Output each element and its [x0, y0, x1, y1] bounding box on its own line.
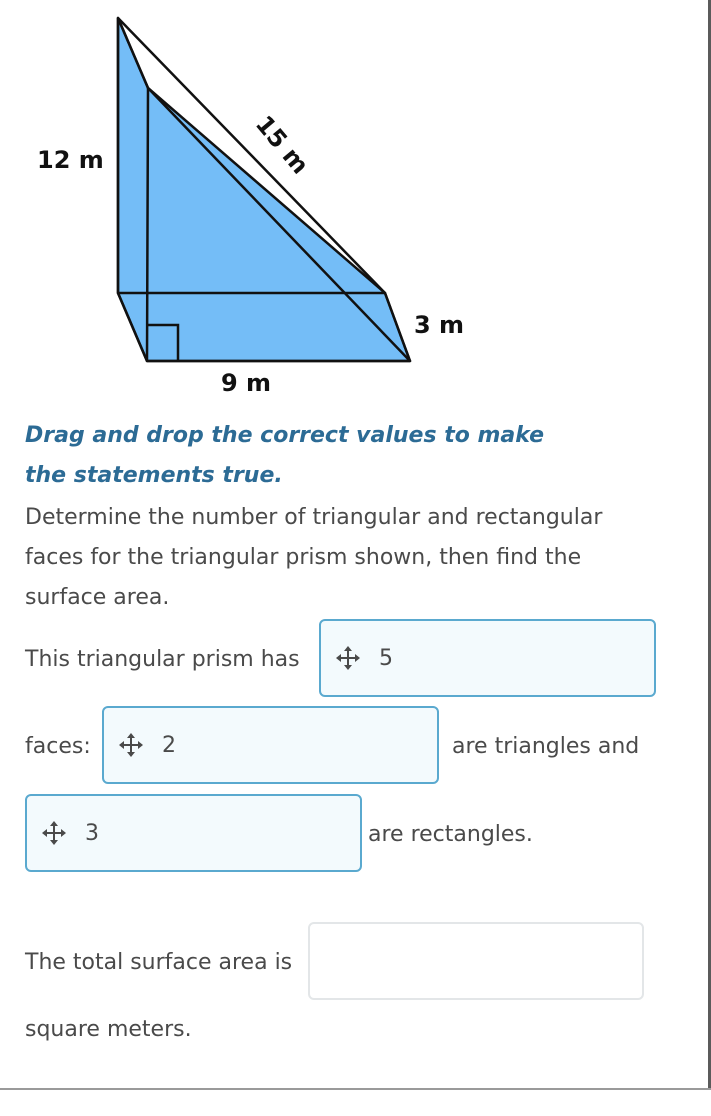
instruction-heading: Drag and drop the correct values to make the statements true.: [25, 423, 545, 488]
move-icon[interactable]: [41, 820, 67, 846]
drag-chip-triangles[interactable]: [118, 732, 176, 758]
move-icon[interactable]: [118, 732, 144, 758]
page-bottom-border: [0, 1088, 711, 1090]
sentence4-after-text: square meters.: [25, 1017, 192, 1042]
height-label: 12 m: [37, 146, 104, 174]
chip-value: 2: [162, 732, 176, 758]
triangular-prism-figure: [0, 0, 711, 410]
sentence1-text: This triangular prism has: [25, 647, 300, 672]
sentence2-text: faces:: [25, 734, 91, 759]
triangles-dropzone[interactable]: [102, 706, 439, 784]
move-icon[interactable]: [335, 645, 361, 671]
rectangles-dropzone[interactable]: [25, 794, 362, 872]
sentence2-after-text: are triangles and: [452, 734, 640, 759]
depth-label: 3 m: [414, 311, 465, 339]
sentence4-text: The total surface area is: [25, 950, 293, 975]
chip-value: 3: [85, 820, 99, 846]
chip-value: 5: [379, 645, 393, 671]
prism-silhouette: [118, 18, 410, 361]
question-text: Determine the number of triangular and rectangular faces for the triangular prism shown, then find the surface area.: [25, 505, 603, 610]
surface-area-dropzone[interactable]: [308, 922, 644, 1000]
hypotenuse-label: 15 m: [249, 110, 315, 180]
faces-total-dropzone[interactable]: [319, 619, 656, 697]
sentence3-after-text: are rectangles.: [368, 822, 533, 847]
drag-chip-faces-total[interactable]: [335, 645, 393, 671]
base-label: 9 m: [221, 369, 272, 397]
drag-chip-rectangles[interactable]: [41, 820, 99, 846]
